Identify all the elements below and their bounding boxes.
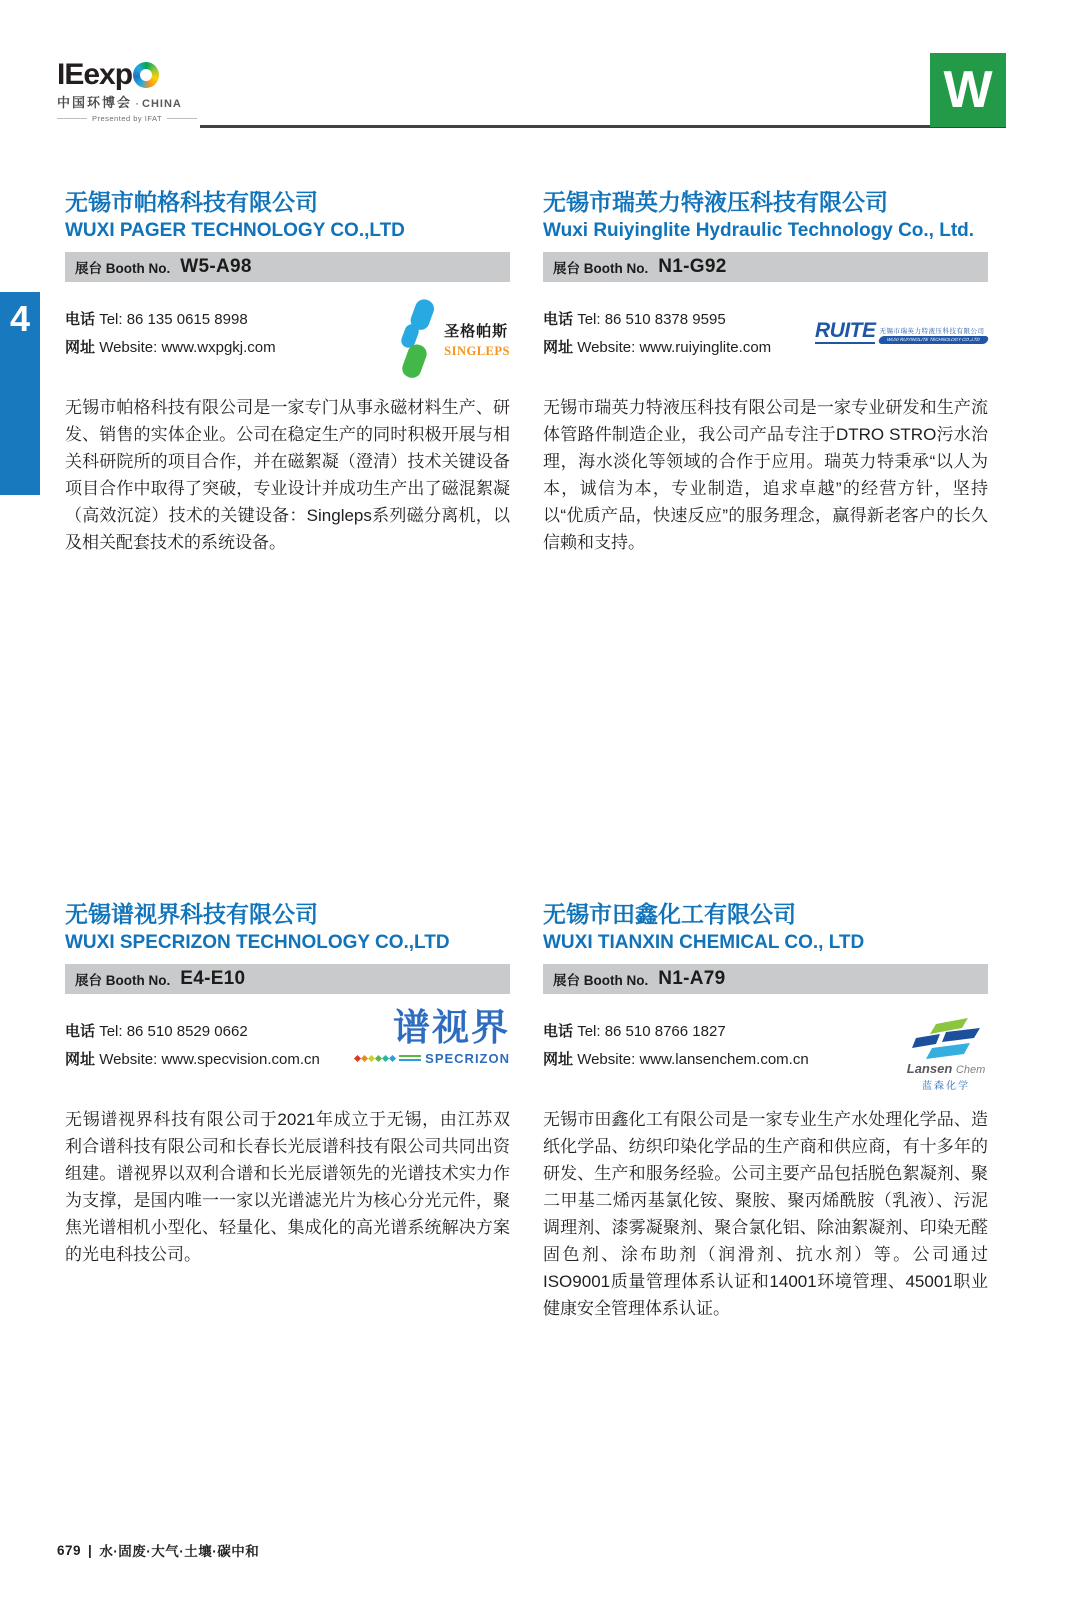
company-card-tianxin bbox=[543, 862, 988, 1322]
tel-label-en: Tel: bbox=[99, 311, 123, 328]
company-names bbox=[543, 150, 988, 242]
contact-info bbox=[543, 1018, 809, 1074]
booth-number: E4-E10 bbox=[180, 968, 246, 989]
company-name-en: WUXI PAGER TECHNOLOGY CO.,LTD bbox=[65, 219, 405, 241]
company-names bbox=[543, 862, 988, 954]
singleps-leaves-icon bbox=[393, 298, 437, 380]
contact-info bbox=[65, 1018, 320, 1074]
company-name-en: Wuxi Ruiyinglite Hydraulic Technology Co., Ltd. bbox=[543, 219, 975, 241]
website-value: www.ruiyinglite.com bbox=[639, 339, 772, 356]
spectrum-dots-icon bbox=[355, 1056, 395, 1061]
company-names bbox=[65, 150, 510, 242]
lansen-name-en: Lansen bbox=[906, 1061, 953, 1076]
booth-label: 展台 Booth No. bbox=[553, 261, 649, 276]
presented-by-text: Presented by IFAT bbox=[91, 114, 163, 123]
ieexpo-chinese-name: 中国环博会 bbox=[57, 95, 133, 110]
ruite-company-zh: 无锡市瑞英力特液压科技有限公司 bbox=[879, 328, 985, 335]
lansen-stripes-icon bbox=[904, 1016, 988, 1062]
company-description: 无锡市瑞英力特液压科技有限公司是一家专业研发和生产流体管路件制造企业，我公司产品专注于DTRO STRO污水治理，海水淡化等领域的合作于应用。瑞英力特秉承“以人为本，诚信为本，专业制造，追求卓越”的经营方针，坚持以“优质产品，快速反应”的服务理念，赢得新老客户的长久信赖和支持。 bbox=[543, 398, 988, 552]
company-name-zh: 无锡市瑞英力特液压科技有限公司 bbox=[543, 189, 888, 216]
lansen-name-zh: 蓝森化学 bbox=[922, 1081, 970, 1093]
booth-bar bbox=[543, 964, 988, 994]
lansen-name-en2: Chem bbox=[955, 1064, 986, 1076]
booth-number: W5-A98 bbox=[180, 256, 252, 277]
tel-label-en: Tel: bbox=[99, 1023, 123, 1040]
company-names bbox=[65, 862, 510, 954]
chapter-number: 4 bbox=[9, 298, 31, 339]
tel-label-zh: 电话 bbox=[543, 311, 574, 328]
booth-bar bbox=[65, 964, 510, 994]
booth-number: N1-A79 bbox=[658, 968, 726, 989]
booth-bar bbox=[543, 252, 988, 282]
footer-sections: 水·固废·大气·土壤·碳中和 bbox=[99, 1544, 260, 1559]
section-index-box bbox=[930, 53, 1006, 127]
singleps-name-zh: 圣格帕斯 bbox=[444, 322, 509, 340]
footer-divider: | bbox=[88, 1542, 93, 1558]
tel-value: 86 510 8766 1827 bbox=[604, 1023, 726, 1040]
web-label-en: Website: bbox=[99, 339, 158, 356]
specrizon-name-en: SPECRIZON bbox=[425, 1050, 510, 1066]
section-letter: W bbox=[943, 61, 993, 119]
contact-info bbox=[543, 306, 771, 362]
ruite-banner: WUXI RUIYINGLITE TECHNOLOGY CO.,LTD bbox=[878, 336, 989, 344]
company-name-en: WUXI TIANXIN CHEMICAL CO., LTD bbox=[543, 931, 865, 953]
company-card-ruiyinglite bbox=[543, 150, 988, 556]
ieexpo-country: CHINA bbox=[142, 98, 182, 110]
web-label-zh: 网址 bbox=[65, 339, 96, 356]
company-description: 无锡市田鑫化工有限公司是一家专业生产水处理化学品、造纸化学品、纺织印染化学品的生产商和供应商，有十多年的研发、生产和服务经验。公司主要产品包括脱色絮凝剂、聚二甲基二烯丙基氯化铵、聚胺、聚丙烯酰胺（乳液）、污泥调理剂、漆雾凝聚剂、聚合氯化铝、除油絮凝剂、印染无醛固色剂、涂布助剂（润滑剂、抗水剂）等。公司通过ISO9001质量管理体系认证和14001环境管理、45001职业健康安全管理体系认证。 bbox=[543, 1110, 988, 1318]
ieexpo-wordmark: IEexp bbox=[57, 58, 133, 91]
tel-label-zh: 电话 bbox=[65, 311, 96, 328]
company-name-zh: 无锡谱视界科技有限公司 bbox=[65, 901, 318, 928]
contact-info bbox=[65, 306, 276, 362]
company-description: 无锡谱视界科技有限公司于2021年成立于无锡，由江苏双利合谱科技有限公司和长春长光辰谱科技有限公司共同出资组建。谱视界以双利合谱和长光辰谱领先的光谱技术实力作为支撑，是国内唯一一家以光谱滤光片为核心分光元件，聚焦光谱相机小型化、轻量化、集成化的高光谱系统解决方案的光电科技公司。 bbox=[65, 1110, 510, 1264]
tel-label-en: Tel: bbox=[577, 1023, 601, 1040]
lansen-logo bbox=[904, 1016, 988, 1092]
web-label-en: Website: bbox=[99, 1051, 158, 1068]
company-name-zh: 无锡市帕格科技有限公司 bbox=[65, 189, 318, 216]
tel-label-en: Tel: bbox=[577, 311, 601, 328]
header-divider bbox=[200, 125, 1006, 128]
booth-label: 展台 Booth No. bbox=[75, 973, 171, 988]
singleps-name-en: SINGLEPS bbox=[444, 343, 510, 358]
tel-value: 86 510 8378 9595 bbox=[604, 311, 726, 328]
web-label-zh: 网址 bbox=[543, 1051, 574, 1068]
company-name-zh: 无锡市田鑫化工有限公司 bbox=[543, 901, 796, 928]
ieexpo-swirl-icon bbox=[133, 62, 159, 88]
booth-bar bbox=[65, 252, 510, 282]
web-label-en: Website: bbox=[577, 1051, 636, 1068]
web-label-en: Website: bbox=[577, 339, 636, 356]
tel-label-zh: 电话 bbox=[543, 1023, 574, 1040]
website-value: www.wxpgkj.com bbox=[161, 339, 276, 356]
website-value: www.specvision.com.cn bbox=[161, 1051, 320, 1068]
tel-value: 86 135 0615 8998 bbox=[126, 311, 248, 328]
company-name-en: WUXI SPECRIZON TECHNOLOGY CO.,LTD bbox=[65, 931, 450, 953]
singleps-logo bbox=[393, 298, 510, 380]
ruite-logo bbox=[815, 320, 988, 344]
booth-label: 展台 Booth No. bbox=[75, 261, 171, 276]
ieexpo-logo bbox=[57, 60, 197, 123]
specrizon-name-zh: 谱视界 bbox=[393, 1007, 510, 1048]
chapter-side-tab bbox=[0, 292, 40, 495]
ruite-wordmark: RUITE bbox=[814, 319, 876, 342]
booth-number: N1-G92 bbox=[658, 256, 727, 277]
page-number: 679 bbox=[57, 1542, 82, 1558]
spectrum-lines-icon bbox=[399, 1055, 421, 1061]
specrizon-logo bbox=[355, 1008, 510, 1066]
company-card-pager bbox=[65, 150, 510, 556]
website-value: www.lansenchem.com.cn bbox=[639, 1051, 809, 1068]
company-description: 无锡市帕格科技有限公司是一家专门从事永磁材料生产、研发、销售的实体企业。公司在稳定生产的同时积极开展与相关科研院所的项目合作，并在磁絮凝（澄清）技术关键设备项目合作中取得了突破，专业设计并成功生产出了磁混絮凝（高效沉淀）技术的关键设备：Singleps系列磁分离机，以及相关配套技术的系统设备。 bbox=[65, 398, 510, 552]
web-label-zh: 网址 bbox=[543, 339, 574, 356]
ieexpo-dot: · bbox=[135, 96, 140, 110]
company-card-specrizon bbox=[65, 862, 510, 1268]
booth-label: 展台 Booth No. bbox=[553, 973, 649, 988]
tel-value: 86 510 8529 0662 bbox=[126, 1023, 248, 1040]
tel-label-zh: 电话 bbox=[65, 1023, 96, 1040]
page-footer bbox=[57, 1540, 259, 1560]
web-label-zh: 网址 bbox=[65, 1051, 96, 1068]
